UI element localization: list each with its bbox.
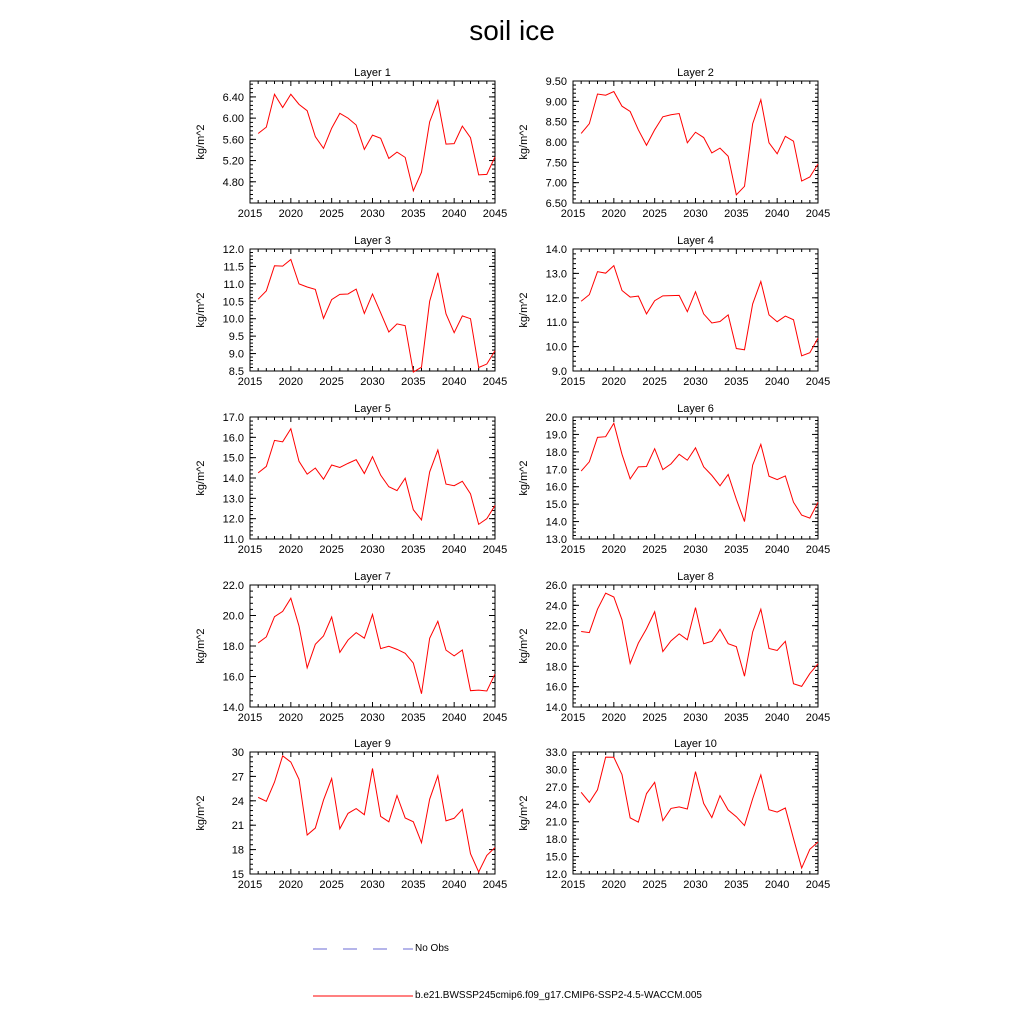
panel-layer-1 xyxy=(195,67,507,220)
x-tick-label: 2020 xyxy=(278,712,304,724)
y-tick-label: 5.20 xyxy=(222,155,244,168)
x-tick-label: 2015 xyxy=(560,712,586,724)
y-tick-label: 24 xyxy=(231,795,244,808)
x-tick-label: 2035 xyxy=(401,544,426,556)
x-tick-label: 2015 xyxy=(237,879,263,891)
x-tick-label: 2030 xyxy=(360,544,385,556)
panel-title: Layer 7 xyxy=(354,571,391,583)
y-tick-label: 20.0 xyxy=(545,412,567,424)
x-tick-label: 2040 xyxy=(441,879,467,891)
x-tick-label: 2030 xyxy=(683,712,708,724)
panel-title: Layer 3 xyxy=(354,235,391,247)
series-line xyxy=(581,92,818,195)
x-tick-label: 2040 xyxy=(764,712,790,724)
panel-layer-9 xyxy=(195,738,507,891)
y-tick-label: 18.0 xyxy=(545,834,567,847)
series-line xyxy=(258,94,495,191)
x-tick-label: 2035 xyxy=(724,879,749,891)
y-tick-label: 8.00 xyxy=(545,137,567,149)
y-tick-label: 24.0 xyxy=(545,799,567,812)
panel-layer-10 xyxy=(518,738,830,891)
y-tick-label: 14.0 xyxy=(545,702,567,714)
x-tick-label: 2015 xyxy=(237,376,263,388)
x-tick-label: 2035 xyxy=(401,208,426,220)
y-tick-label: 10.0 xyxy=(222,313,244,326)
x-tick-label: 2035 xyxy=(401,712,426,724)
y-tick-label: 18.0 xyxy=(222,641,244,653)
plot-frame xyxy=(573,249,818,371)
x-tick-label: 2025 xyxy=(319,712,344,724)
y-axis-label: kg/m^2 xyxy=(518,292,530,328)
legend-label-obs: No Obs xyxy=(415,943,449,954)
chart-title: soil ice xyxy=(469,15,555,46)
y-tick-label: 14.0 xyxy=(222,473,244,485)
x-tick-label: 2040 xyxy=(764,208,790,220)
x-tick-label: 2040 xyxy=(764,879,790,891)
x-tick-label: 2030 xyxy=(360,712,385,724)
y-tick-label: 13.0 xyxy=(545,534,567,546)
panel-title: Layer 1 xyxy=(354,67,391,79)
y-tick-label: 20.0 xyxy=(545,641,567,653)
y-tick-label: 12.0 xyxy=(222,513,244,526)
x-tick-label: 2015 xyxy=(560,544,586,556)
x-tick-label: 2015 xyxy=(237,712,263,724)
x-tick-label: 2045 xyxy=(482,376,508,388)
y-tick-label: 19.0 xyxy=(545,429,567,442)
x-tick-label: 2020 xyxy=(601,712,627,724)
panel-layer-8 xyxy=(518,571,830,724)
y-tick-label: 22.0 xyxy=(222,580,244,592)
y-tick-label: 14.0 xyxy=(545,516,567,529)
y-tick-label: 15.0 xyxy=(222,452,244,465)
panel-title: Layer 9 xyxy=(354,738,391,750)
y-tick-label: 33.0 xyxy=(545,747,567,759)
x-tick-label: 2035 xyxy=(724,712,749,724)
x-tick-label: 2045 xyxy=(482,544,508,556)
y-axis-label: kg/m^2 xyxy=(518,460,530,496)
y-tick-label: 11.0 xyxy=(546,317,567,330)
plot-frame xyxy=(250,249,495,371)
x-tick-label: 2020 xyxy=(601,544,627,556)
y-tick-label: 15 xyxy=(231,869,244,881)
y-tick-label: 24.0 xyxy=(545,600,567,613)
series-line xyxy=(258,259,495,372)
x-tick-label: 2025 xyxy=(319,376,344,388)
y-tick-label: 8.5 xyxy=(228,366,244,378)
panel-layer-3 xyxy=(195,235,507,388)
x-tick-label: 2045 xyxy=(482,208,508,220)
x-tick-label: 2030 xyxy=(683,208,708,220)
legend xyxy=(313,949,413,996)
x-tick-label: 2025 xyxy=(319,208,344,220)
y-tick-label: 7.50 xyxy=(545,157,567,170)
y-tick-label: 11.0 xyxy=(223,278,244,291)
y-tick-label: 18.0 xyxy=(545,661,567,674)
y-tick-label: 15.0 xyxy=(545,851,567,864)
x-tick-label: 2025 xyxy=(642,208,667,220)
x-tick-label: 2045 xyxy=(805,712,831,724)
y-axis-label: kg/m^2 xyxy=(195,124,207,160)
x-tick-label: 2045 xyxy=(482,712,508,724)
x-tick-label: 2025 xyxy=(642,712,667,724)
x-tick-label: 2020 xyxy=(278,544,304,556)
panel-title: Layer 6 xyxy=(677,403,714,415)
y-tick-label: 14.0 xyxy=(222,702,244,714)
y-tick-label: 9.0 xyxy=(228,348,244,361)
x-tick-label: 2025 xyxy=(642,376,667,388)
x-tick-label: 2030 xyxy=(683,544,708,556)
y-tick-label: 16.0 xyxy=(222,432,244,445)
x-tick-label: 2015 xyxy=(560,376,586,388)
y-tick-label: 11.0 xyxy=(223,534,244,546)
y-tick-label: 18.0 xyxy=(545,446,567,459)
x-tick-label: 2035 xyxy=(724,544,749,556)
y-tick-label: 12.0 xyxy=(222,244,244,256)
y-axis-label: kg/m^2 xyxy=(195,795,207,831)
y-axis-label: kg/m^2 xyxy=(195,628,207,664)
y-tick-label: 22.0 xyxy=(545,620,567,633)
x-tick-label: 2035 xyxy=(401,376,426,388)
x-tick-label: 2020 xyxy=(601,376,627,388)
y-tick-label: 6.50 xyxy=(545,198,567,210)
y-tick-label: 15.0 xyxy=(545,499,567,512)
series-line xyxy=(581,423,818,521)
y-tick-label: 21.0 xyxy=(545,816,567,829)
panel-layer-6 xyxy=(518,403,830,556)
y-tick-label: 18 xyxy=(231,844,244,857)
y-tick-label: 13.0 xyxy=(222,493,244,506)
x-tick-label: 2030 xyxy=(360,376,385,388)
y-axis-label: kg/m^2 xyxy=(518,628,530,664)
panel-layer-7 xyxy=(195,571,507,724)
y-tick-label: 4.80 xyxy=(222,176,244,189)
y-tick-label: 10.0 xyxy=(545,341,567,354)
y-tick-label: 12.0 xyxy=(545,292,567,305)
series-line xyxy=(581,593,818,686)
series-line xyxy=(258,756,495,872)
y-tick-label: 26.0 xyxy=(545,580,567,592)
panel-title: Layer 10 xyxy=(674,738,717,750)
x-tick-label: 2025 xyxy=(642,544,667,556)
y-tick-label: 13.0 xyxy=(545,268,567,281)
x-tick-label: 2040 xyxy=(441,712,467,724)
x-tick-label: 2020 xyxy=(601,879,627,891)
y-tick-label: 17.0 xyxy=(222,412,244,424)
x-tick-label: 2030 xyxy=(360,208,385,220)
y-tick-label: 27.0 xyxy=(545,781,567,794)
y-tick-label: 16.0 xyxy=(545,481,567,494)
y-tick-label: 7.00 xyxy=(545,177,567,190)
panel-layer-4 xyxy=(518,235,830,388)
x-tick-label: 2040 xyxy=(441,376,467,388)
y-tick-label: 9.0 xyxy=(551,366,567,378)
y-tick-label: 20.0 xyxy=(222,610,244,623)
x-tick-label: 2035 xyxy=(401,879,426,891)
y-tick-label: 6.40 xyxy=(222,91,244,104)
y-tick-label: 11.5 xyxy=(223,261,244,274)
x-tick-label: 2020 xyxy=(278,879,304,891)
y-tick-label: 9.00 xyxy=(545,96,567,109)
x-tick-label: 2040 xyxy=(764,376,790,388)
y-tick-label: 8.50 xyxy=(545,116,567,129)
x-tick-label: 2015 xyxy=(237,208,263,220)
legend-label-model: b.e21.BWSSP245cmip6.f09_g17.CMIP6-SSP2-4.5-WACCM.005 xyxy=(415,990,702,1001)
x-tick-label: 2015 xyxy=(560,879,586,891)
x-tick-label: 2015 xyxy=(237,544,263,556)
series-line xyxy=(258,598,495,693)
y-tick-label: 9.50 xyxy=(545,76,567,88)
panel-layer-5 xyxy=(195,403,507,556)
x-tick-label: 2025 xyxy=(319,879,344,891)
panel-title: Layer 8 xyxy=(677,571,714,583)
y-tick-label: 16.0 xyxy=(545,681,567,694)
y-axis-label: kg/m^2 xyxy=(518,795,530,831)
y-tick-label: 9.5 xyxy=(228,331,244,344)
x-tick-label: 2045 xyxy=(805,544,831,556)
panel-title: Layer 4 xyxy=(677,235,714,247)
panel-title: Layer 5 xyxy=(354,403,391,415)
x-tick-label: 2025 xyxy=(642,879,667,891)
panel-layer-2 xyxy=(518,67,830,220)
x-tick-label: 2045 xyxy=(482,879,508,891)
x-tick-label: 2045 xyxy=(805,208,831,220)
y-tick-label: 30 xyxy=(231,747,244,759)
y-tick-label: 6.00 xyxy=(222,113,244,126)
series-line xyxy=(581,266,818,356)
x-tick-label: 2040 xyxy=(764,544,790,556)
y-tick-label: 10.5 xyxy=(222,296,244,309)
panel-title: Layer 2 xyxy=(677,67,714,79)
y-tick-label: 16.0 xyxy=(222,671,244,684)
x-tick-label: 2040 xyxy=(441,544,467,556)
x-tick-label: 2035 xyxy=(724,208,749,220)
plot-frame xyxy=(573,81,818,203)
x-tick-label: 2030 xyxy=(683,376,708,388)
plot-frame xyxy=(250,81,495,203)
x-tick-label: 2035 xyxy=(724,376,749,388)
y-tick-label: 27 xyxy=(231,771,244,784)
y-tick-label: 12.0 xyxy=(545,869,567,881)
y-tick-label: 5.60 xyxy=(222,134,244,147)
x-tick-label: 2040 xyxy=(441,208,467,220)
y-tick-label: 14.0 xyxy=(545,244,567,256)
x-tick-label: 2025 xyxy=(319,544,344,556)
y-tick-label: 30.0 xyxy=(545,764,567,777)
y-axis-label: kg/m^2 xyxy=(518,124,530,160)
plot-frame xyxy=(250,585,495,707)
y-tick-label: 21 xyxy=(231,820,244,833)
x-tick-label: 2030 xyxy=(360,879,385,891)
y-tick-label: 17.0 xyxy=(545,464,567,477)
x-tick-label: 2045 xyxy=(805,376,831,388)
series-line xyxy=(581,757,818,868)
x-tick-label: 2045 xyxy=(805,879,831,891)
x-tick-label: 2030 xyxy=(683,879,708,891)
x-tick-label: 2015 xyxy=(560,208,586,220)
x-tick-label: 2020 xyxy=(278,208,304,220)
y-axis-label: kg/m^2 xyxy=(195,460,207,496)
x-tick-label: 2020 xyxy=(278,376,304,388)
y-axis-label: kg/m^2 xyxy=(195,292,207,328)
x-tick-label: 2020 xyxy=(601,208,627,220)
plot-frame xyxy=(573,752,818,874)
series-line xyxy=(258,429,495,525)
